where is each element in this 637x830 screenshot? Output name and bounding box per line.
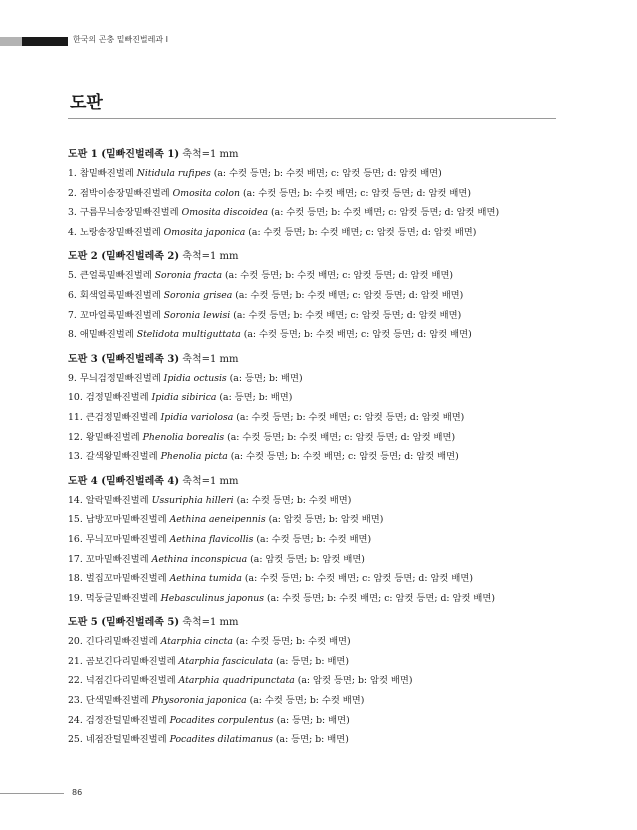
plate-section xyxy=(68,472,568,609)
entry-number: 11. xyxy=(68,411,83,423)
view-description: (a: 수컷 등면; b: 수컷 배면; c: 암컷 등면; d: 암컷 배면) xyxy=(240,329,472,341)
view-description: (a: 수컷 등면; b: 수컷 배면; c: 암컷 등면; d: 암컷 배면) xyxy=(264,592,496,604)
species-entry xyxy=(68,266,568,286)
entry-number: 8. xyxy=(68,329,77,341)
view-description: (a: 수컷 등면; b: 수컷 배면) xyxy=(233,494,352,506)
scientific-name: Stelidota multiguttata xyxy=(136,329,241,341)
scientific-name: Ipidia octusis xyxy=(163,372,227,384)
species-entry xyxy=(68,589,568,609)
plate-scale: 축척=1 mm xyxy=(179,617,239,629)
plate-scale: 축척=1 mm xyxy=(179,251,239,263)
scientific-name: Ipidia variolosa xyxy=(160,411,234,423)
scientific-name: Aethina tumida xyxy=(169,573,242,585)
plate-heading xyxy=(68,613,568,632)
view-description: (a: 수컷 등면; b: 수컷 배면) xyxy=(253,533,372,545)
view-description: (a: 수컷 등면; b: 수컷 배면; c: 암컷 등면; d: 암컷 배면) xyxy=(241,573,473,585)
entry-number: 19. xyxy=(68,592,83,604)
korean-name: 단색밑빠진벌레 xyxy=(85,695,149,707)
species-entry xyxy=(68,223,568,243)
korean-name: 곰보긴다리밑빠진벌레 xyxy=(85,655,176,667)
plate-scale: 축척=1 mm xyxy=(179,353,239,365)
korean-name: 네점잔털밑빠진벌레 xyxy=(85,734,167,746)
plate-list xyxy=(68,145,568,755)
scientific-name: Soronia lewisi xyxy=(163,309,231,321)
entry-number: 7. xyxy=(68,309,77,321)
entry-number: 4. xyxy=(68,226,77,238)
entry-number: 17. xyxy=(68,553,83,565)
entry-number: 22. xyxy=(68,675,83,687)
scientific-name: Atarphia cincta xyxy=(160,636,233,648)
species-entry xyxy=(68,306,568,326)
species-entry xyxy=(68,388,568,408)
korean-name: 점박이송장밑빠진벌레 xyxy=(79,187,170,199)
footer-divider xyxy=(0,793,64,794)
view-description: (a: 암컷 등면; b: 암컷 배면) xyxy=(294,675,413,687)
view-description: (a: 등면; b: 배면) xyxy=(273,714,350,726)
species-entry xyxy=(68,711,568,731)
scientific-name: Phenolia picta xyxy=(160,451,228,463)
entry-number: 16. xyxy=(68,533,83,545)
view-description: (a: 등면; b: 배면) xyxy=(216,392,293,404)
korean-name: 큰얼룩밑빠진벌레 xyxy=(79,270,152,282)
species-entry xyxy=(68,730,568,750)
species-entry xyxy=(68,671,568,691)
plate-heading-title: 도판 3 (밑빠진벌레족 3) xyxy=(68,353,180,365)
korean-name: 노랑송장밑빠진벌레 xyxy=(79,226,161,238)
korean-name: 꼬마밑빠진벌레 xyxy=(85,553,149,565)
entry-number: 25. xyxy=(68,734,83,746)
header-bar-black xyxy=(22,37,68,46)
korean-name: 회색얼룩밑빠진벌레 xyxy=(79,289,161,301)
running-title: 한국의 곤충 밑빠진벌레과 I xyxy=(73,35,168,44)
view-description: (a: 등면; b: 배면) xyxy=(272,734,349,746)
view-description: (a: 수컷 등면; b: 수컷 배면) xyxy=(232,636,351,648)
scientific-name: Ussuriphia hilleri xyxy=(151,494,234,506)
scientific-name: Atarphia quadripunctata xyxy=(178,675,295,687)
korean-name: 애밑빠진벌레 xyxy=(79,329,134,341)
plate-heading-title: 도판 2 (밑빠진벌레족 2) xyxy=(68,251,180,263)
scientific-name: Soronia fracta xyxy=(154,270,223,282)
plate-section xyxy=(68,350,568,467)
species-entry xyxy=(68,203,568,223)
view-description: (a: 수컷 등면; b: 수컷 배면; c: 암컷 등면; d: 암컷 배면) xyxy=(268,207,500,219)
title-divider xyxy=(68,118,556,119)
plate-heading xyxy=(68,350,568,369)
entry-number: 23. xyxy=(68,695,83,707)
entry-number: 2. xyxy=(68,187,77,199)
scientific-name: Atarphia fasciculata xyxy=(178,655,274,667)
entry-number: 14. xyxy=(68,494,83,506)
entry-number: 21. xyxy=(68,655,83,667)
species-entry xyxy=(68,164,568,184)
scientific-name: Aethina inconspicua xyxy=(151,553,248,565)
entry-number: 6. xyxy=(68,289,77,301)
korean-name: 참밑빠진벌레 xyxy=(79,168,134,179)
plate-section xyxy=(68,247,568,344)
plate-heading xyxy=(68,247,568,266)
korean-name: 왕밑빠진벌레 xyxy=(85,431,140,443)
view-description: (a: 수컷 등면; b: 수컷 배면; c: 암컷 등면; d: 암컷 배면) xyxy=(224,431,456,443)
entry-number: 10. xyxy=(68,392,83,404)
plate-heading-title: 도판 4 (밑빠진벌레족 4) xyxy=(68,475,180,487)
page-title: 도판 xyxy=(70,93,103,113)
scientific-name: Pocadites dilatimanus xyxy=(169,734,273,746)
species-entry xyxy=(68,691,568,711)
korean-name: 큰검정밑빠진벌레 xyxy=(85,411,158,423)
plate-heading-title: 도판 1 (밑빠진벌레족 1) xyxy=(68,149,180,160)
plate-heading-title: 도판 5 (밑빠진벌레족 5) xyxy=(68,617,180,629)
scientific-name: Nitidula rufipes xyxy=(136,168,211,179)
plate-heading xyxy=(68,472,568,491)
entry-number: 18. xyxy=(68,573,83,585)
view-description: (a: 수컷 등면; b: 수컷 배면; c: 암컷 등면; d: 암컷 배면) xyxy=(210,168,442,179)
plate-heading xyxy=(68,145,568,164)
species-entry xyxy=(68,325,568,345)
species-entry xyxy=(68,510,568,530)
scientific-name: Ipidia sibirica xyxy=(151,392,217,404)
view-description: (a: 수컷 등면; b: 수컷 배면) xyxy=(246,695,365,707)
korean-name: 갈색왕밑빠진벌레 xyxy=(85,451,158,463)
page-number: 86 xyxy=(72,788,83,797)
species-entry xyxy=(68,632,568,652)
korean-name: 먹둥글밑빠진벌레 xyxy=(85,592,158,604)
plate-scale: 축척=1 mm xyxy=(179,149,239,160)
scientific-name: Omosita colon xyxy=(172,187,241,199)
scientific-name: Aethina flavicollis xyxy=(169,533,254,545)
species-entry xyxy=(68,184,568,204)
view-description: (a: 수컷 등면; b: 수컷 배면; c: 암컷 등면; d: 암컷 배면) xyxy=(233,411,465,423)
species-entry xyxy=(68,428,568,448)
korean-name: 긴다리밑빠진벌레 xyxy=(85,636,158,648)
entry-number: 5. xyxy=(68,270,77,282)
species-entry xyxy=(68,369,568,389)
species-entry xyxy=(68,569,568,589)
korean-name: 검정잔털밑빠진벌레 xyxy=(85,714,167,726)
entry-number: 13. xyxy=(68,451,83,463)
scientific-name: Aethina aeneipennis xyxy=(169,514,266,526)
view-description: (a: 수컷 등면; b: 수컷 배면; c: 암컷 등면; d: 암컷 배면) xyxy=(230,309,462,321)
korean-name: 넉점긴다리밑빠진벌레 xyxy=(85,675,176,687)
entry-number: 1. xyxy=(68,168,77,179)
species-entry xyxy=(68,530,568,550)
view-description: (a: 암컷 등면; b: 암컷 배면) xyxy=(247,553,365,565)
species-entry xyxy=(68,447,568,467)
scientific-name: Omosita japonica xyxy=(163,226,246,238)
scientific-name: Phenolia borealis xyxy=(142,431,225,443)
view-description: (a: 수컷 등면; b: 수컷 배면; c: 암컷 등면; d: 암컷 배면) xyxy=(240,187,472,199)
plate-scale: 축척=1 mm xyxy=(179,475,239,487)
view-description: (a: 수컷 등면; b: 수컷 배면; c: 암컷 등면; d: 암컷 배면) xyxy=(227,451,459,463)
species-entry xyxy=(68,408,568,428)
korean-name: 알락밑빠진벌레 xyxy=(85,494,149,506)
entry-number: 12. xyxy=(68,431,83,443)
species-entry xyxy=(68,286,568,306)
view-description: (a: 수컷 등면; b: 수컷 배면; c: 암컷 등면; d: 암컷 배면) xyxy=(232,289,464,301)
entry-number: 3. xyxy=(68,207,77,219)
header-bar-gray xyxy=(0,37,22,46)
view-description: (a: 암컷 등면; b: 암컷 배면) xyxy=(265,514,384,526)
entry-number: 24. xyxy=(68,714,83,726)
korean-name: 남방꼬마밑빠진벌레 xyxy=(85,514,167,526)
view-description: (a: 수컷 등면; b: 수컷 배면; c: 암컷 등면; d: 암컷 배면) xyxy=(222,270,454,282)
entry-number: 20. xyxy=(68,636,83,648)
korean-name: 구름무늬송장밑빠진벌레 xyxy=(79,207,179,219)
korean-name: 검정밑빠진벌레 xyxy=(85,392,149,404)
scientific-name: Omosita discoidea xyxy=(181,207,269,219)
plate-section xyxy=(68,613,568,750)
plate-section xyxy=(68,145,568,242)
entry-number: 9. xyxy=(68,372,77,384)
korean-name: 벌집꼬마밑빠진벌레 xyxy=(85,573,167,585)
korean-name: 무늬꼬마밑빠진벌레 xyxy=(85,533,167,545)
scientific-name: Soronia grisea xyxy=(163,289,233,301)
entry-number: 15. xyxy=(68,514,83,526)
species-entry xyxy=(68,550,568,570)
scientific-name: Hebasculinus japonus xyxy=(160,592,265,604)
korean-name: 무늬검정밑빠진벌레 xyxy=(79,372,161,384)
species-entry xyxy=(68,652,568,672)
view-description: (a: 수컷 등면; b: 수컷 배면; c: 암컷 등면; d: 암컷 배면) xyxy=(245,226,477,238)
species-entry xyxy=(68,491,568,511)
scientific-name: Pocadites corpulentus xyxy=(169,714,274,726)
view-description: (a: 등면; b: 배면) xyxy=(273,655,350,667)
scientific-name: Physoronia japonica xyxy=(151,695,247,707)
view-description: (a: 등면; b: 배면) xyxy=(226,372,303,384)
korean-name: 꼬마얼룩밑빠진벌레 xyxy=(79,309,161,321)
